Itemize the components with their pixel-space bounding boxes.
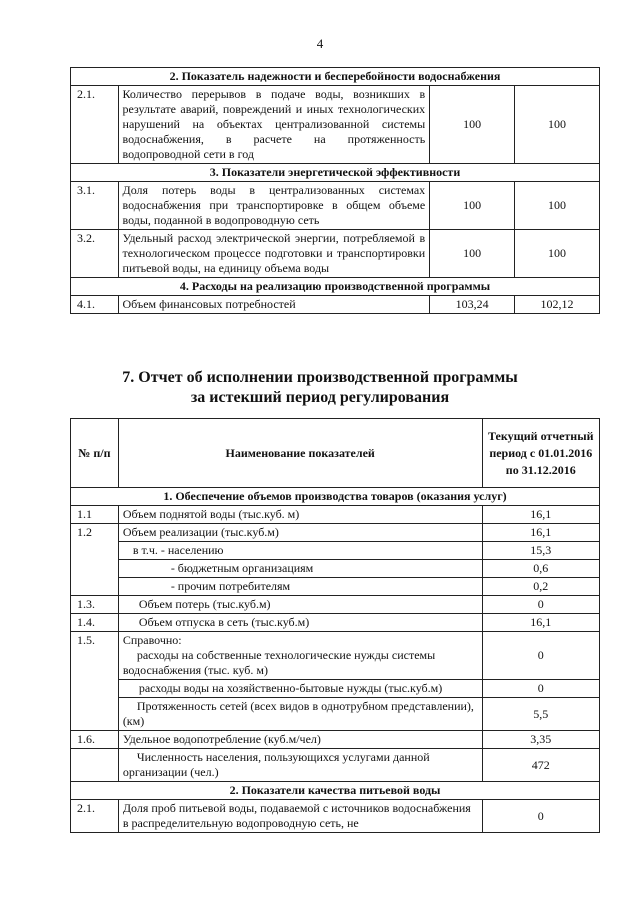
row-description: Доля потерь воды в централизованных системах водоснабжения при транспортировке в общем объеме воды, поданной в водопроводную сеть (118, 182, 430, 230)
row-number: 1.2 (71, 524, 119, 596)
row-value: 0,6 (482, 560, 599, 578)
row-value: 15,3 (482, 542, 599, 560)
row-number: 1.1 (71, 506, 119, 524)
row-number: 3.1. (71, 182, 119, 230)
section-row (71, 68, 600, 86)
page-number: 4 (316, 36, 324, 51)
table-row (71, 731, 600, 749)
row-value: 16,1 (482, 506, 599, 524)
row-description: Количество перерывов в подаче воды, возникших в результате аварий, повреждений и иных технологических нарушений на объектах централизованной системы водоснабжения, в расчете на протяженность водопроводной сети в год (118, 86, 430, 164)
row-value: 100 (515, 182, 600, 230)
table-row (71, 296, 600, 314)
row-number: 3.2. (71, 230, 119, 278)
table-row (71, 230, 600, 278)
row-description: - бюджетным организациям (118, 560, 482, 578)
row-value: 100 (430, 230, 515, 278)
row-number: 1.6. (71, 731, 119, 749)
row-value: 0 (482, 800, 599, 833)
section-title: 3. Показатели энергетической эффективности (71, 164, 600, 182)
row-value: 100 (430, 182, 515, 230)
header-number: № п/п (71, 419, 119, 488)
section-row (71, 782, 600, 800)
table-row (71, 632, 600, 680)
table-row (71, 800, 600, 833)
table-row (71, 86, 600, 164)
table-row (71, 524, 600, 542)
row-description: Численность населения, пользующихся услугами данной организации (чел.) (118, 749, 482, 782)
row-number: 2.1. (71, 86, 119, 164)
row-description: Объем отпуска в сеть (тыс.куб.м) (118, 614, 482, 632)
table-row (71, 560, 600, 578)
row-number (71, 749, 119, 782)
row-value: 16,1 (482, 614, 599, 632)
table-row (71, 578, 600, 596)
row-value: 16,1 (482, 524, 599, 542)
row-description: расходы воды на хозяйственно-бытовые нужды (тыс.куб.м) (118, 680, 482, 698)
note-text: расходы на собственные технологические нужды системы водоснабжения (тыс. куб. м) (122, 648, 436, 677)
table-row (71, 698, 600, 731)
row-value: 0 (482, 596, 599, 614)
table-row (71, 680, 600, 698)
row-description: в т.ч. - населению (118, 542, 482, 560)
row-value: 0 (482, 632, 599, 680)
row-description: - прочим потребителям (118, 578, 482, 596)
row-value: 3,35 (482, 731, 599, 749)
indicators-table (70, 67, 600, 314)
section-title: 4. Расходы на реализацию производственной программы (71, 278, 600, 296)
row-value: 100 (515, 230, 600, 278)
row-description: Объем поднятой воды (тыс.куб. м) (118, 506, 482, 524)
section-heading: 7. Отчет об исполнении производственной программы (122, 369, 518, 386)
section-title: 1. Обеспечение объемов производства товаров (оказания услуг) (71, 488, 600, 506)
table-row (71, 182, 600, 230)
row-number: 2.1. (71, 800, 119, 833)
table-row (71, 506, 600, 524)
section-row (71, 488, 600, 506)
header-name: Наименование показателей (118, 419, 482, 488)
row-number: 1.5. (71, 632, 119, 731)
row-value: 0,2 (482, 578, 599, 596)
row-value: 102,12 (515, 296, 600, 314)
header-period: Текущий отчетный период с 01.01.2016 по 31.12.2016 (482, 419, 599, 488)
report-table (70, 418, 600, 833)
row-number: 1.3. (71, 596, 119, 614)
row-value: 100 (430, 86, 515, 164)
row-value: 472 (482, 749, 599, 782)
table-row (71, 542, 600, 560)
row-value: 0 (482, 680, 599, 698)
row-number: 1.4. (71, 614, 119, 632)
row-description: Удельное водопотребление (куб.м/чел) (118, 731, 482, 749)
table-row (71, 614, 600, 632)
row-description: Доля проб питьевой воды, подаваемой с источников водоснабжения в распределительную водопроводную сеть, не (118, 800, 482, 833)
section-row (71, 164, 600, 182)
section-row (71, 278, 600, 296)
row-description: Протяженность сетей (всех видов в однотрубном представлении), (км) (118, 698, 482, 731)
header-row (71, 419, 600, 488)
row-description: Объем потерь (тыс.куб.м) (118, 596, 482, 614)
section-title: 2. Показатели качества питьевой воды (71, 782, 600, 800)
table-row (71, 596, 600, 614)
row-number: 4.1. (71, 296, 119, 314)
table-row (71, 749, 600, 782)
section-title: 2. Показатель надежности и бесперебойности водоснабжения (71, 68, 600, 86)
section-subheading: за истекший период регулирования (190, 389, 450, 406)
row-value: 103,24 (430, 296, 515, 314)
row-description: Объем реализации (тыс.куб.м) (118, 524, 482, 542)
row-value: 5,5 (482, 698, 599, 731)
row-description: Объем финансовых потребностей (118, 296, 430, 314)
row-description: Удельный расход электрической энергии, потребляемой в технологическом процессе подготовки и транспортировки питьевой воды, на единицу объема воды (118, 230, 430, 278)
row-value: 100 (515, 86, 600, 164)
row-description (118, 632, 482, 680)
note-label: Справочно: (122, 633, 182, 647)
